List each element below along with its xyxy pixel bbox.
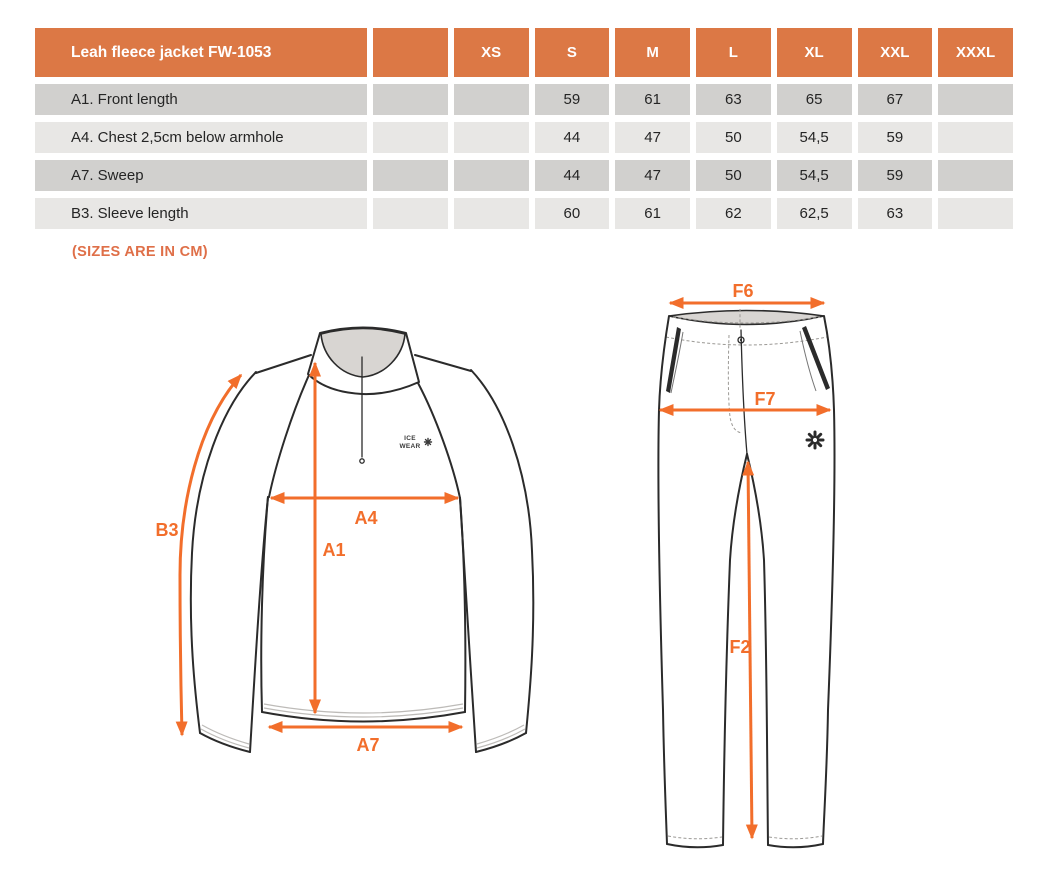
size-table [35, 28, 1013, 229]
pants-measurement-arrows [660, 281, 830, 838]
row-label: A4. Chest 2,5cm below armhole [35, 122, 367, 153]
collar-inner-shade [321, 329, 405, 378]
size-value-cell: 44 [535, 160, 610, 191]
size-value-cell: 63 [696, 84, 771, 115]
a7-label: A7 [356, 735, 380, 755]
pants-outline-drawing [658, 309, 834, 847]
f2-label: F2 [729, 637, 751, 657]
size-value-cell [373, 198, 448, 229]
row-label: A1. Front length [35, 84, 367, 115]
size-value-cell: 54,5 [777, 122, 852, 153]
col-header-xs: XS [454, 28, 529, 77]
size-value-cell: 61 [615, 84, 690, 115]
col-header-s: S [535, 28, 610, 77]
waistband-shade [669, 311, 824, 325]
size-value-cell: 60 [535, 198, 610, 229]
svg-text:WEAR: WEAR [399, 443, 421, 450]
col-header-m: M [615, 28, 690, 77]
col-header-xxxl: XXXL [938, 28, 1013, 77]
a1-label: A1 [322, 540, 346, 560]
size-value-cell [373, 160, 448, 191]
size-value-cell: 44 [535, 122, 610, 153]
size-value-cell: 59 [858, 160, 933, 191]
size-value-cell: 61 [615, 198, 690, 229]
size-value-cell: 62,5 [777, 198, 852, 229]
size-value-cell: 54,5 [777, 160, 852, 191]
table-title: Leah fleece jacket FW-1053 [35, 28, 367, 77]
size-value-cell: 50 [696, 122, 771, 153]
col-header-empty [373, 28, 448, 77]
size-value-cell: 59 [535, 84, 610, 115]
b3-label: B3 [155, 520, 179, 540]
size-value-cell [373, 122, 448, 153]
snowflake-logo-icon [425, 439, 432, 446]
size-value-cell: 62 [696, 198, 771, 229]
svg-text:ICE: ICE [404, 435, 416, 442]
size-value-cell [454, 84, 529, 115]
col-header-xxl: XXL [858, 28, 933, 77]
icewear-logo [399, 435, 431, 450]
size-value-cell [938, 160, 1013, 191]
b3-sleeve-arrow [180, 375, 241, 735]
size-value-cell: 67 [858, 84, 933, 115]
row-label: A7. Sweep [35, 160, 367, 191]
pants-measurement-diagram [640, 280, 860, 872]
f6-label: F6 [732, 281, 754, 301]
size-value-cell: 63 [858, 198, 933, 229]
jacket-measurement-arrows [155, 363, 462, 755]
jacket-outline-drawing [191, 328, 534, 753]
size-value-cell [938, 122, 1013, 153]
a4-label: A4 [354, 508, 378, 528]
col-header-l: L [696, 28, 771, 77]
size-value-cell [454, 160, 529, 191]
size-value-cell: 47 [615, 160, 690, 191]
size-value-cell: 50 [696, 160, 771, 191]
size-value-cell [373, 84, 448, 115]
size-value-cell: 65 [777, 84, 852, 115]
size-value-cell [938, 198, 1013, 229]
size-value-cell [938, 84, 1013, 115]
sizes-note: (SIZES ARE IN CM) [72, 244, 208, 260]
size-value-cell: 47 [615, 122, 690, 153]
col-header-xl: XL [777, 28, 852, 77]
size-value-cell: 59 [858, 122, 933, 153]
f7-label: F7 [754, 389, 776, 409]
jacket-measurement-diagram [140, 295, 560, 775]
size-value-cell [454, 198, 529, 229]
size-value-cell [454, 122, 529, 153]
row-label: B3. Sleeve length [35, 198, 367, 229]
